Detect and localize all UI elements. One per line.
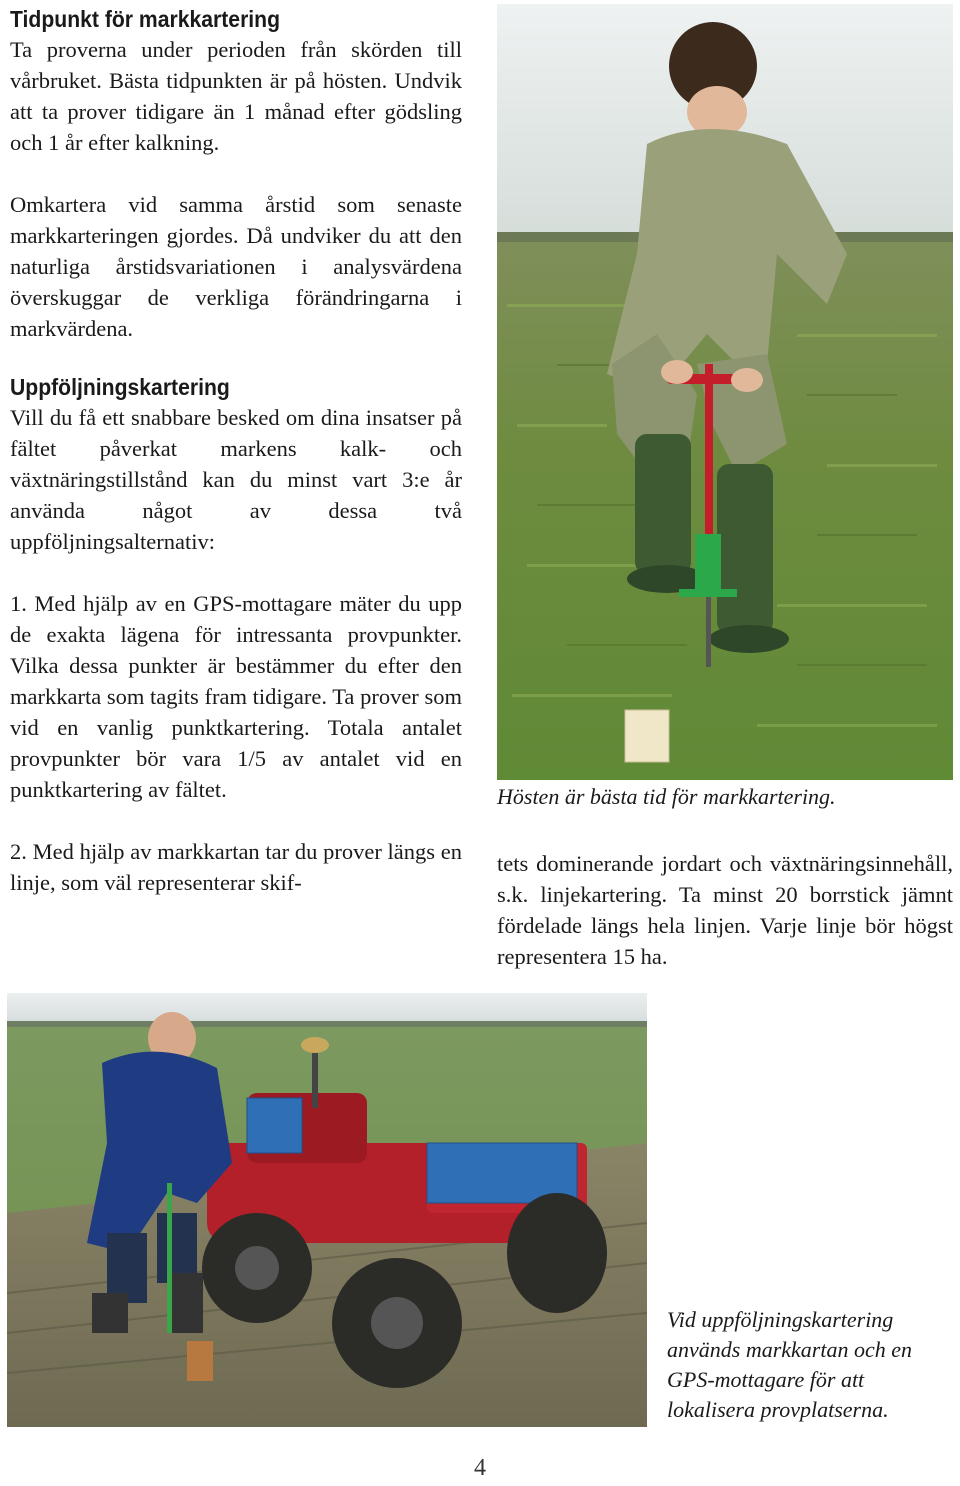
section-heading-followup: Uppföljningskartering [10, 374, 230, 400]
right-text-continuation [497, 848, 953, 972]
page-number: 4 [474, 1455, 486, 1481]
paragraph-timing: Ta proverna under perioden från skörden till vårbruket. Bästa tidpunkten är på hösten. Undvik att ta prover tidigare än 1 månad efter gödsling och 1 år efter kalkning. [10, 37, 462, 155]
paragraph-line-option: 2. Med hjälp av markkartan tar du prover längs en linje, som väl representerar skif- [10, 839, 462, 895]
paragraph-line-mapping: tets dominerande jordart och växtnäringsinnehåll, s.k. linjekartering. Ta minst 20 borrstick jämnt fördelade längs hela linjen. Varje linje bör högst representera 15 ha. [497, 851, 953, 969]
caption-gps-text: Vid uppföljningskartering används markkartan och en GPS-mottagare för att lokalisera provplatserna. [667, 1307, 913, 1422]
photo-atv-gps [7, 993, 647, 1427]
paragraph-followup-intro: Vill du få ett snabbare besked om dina insatser på fältet påverkat markens kalk- och växtnäringstillstånd kan du minst vart 3:e år använda något av dessa två uppföljningsalternativ: [10, 405, 462, 554]
section-heading-timing: Tidpunkt för markkartering [10, 6, 281, 32]
paragraph-gps-option: 1. Med hjälp av en GPS-mottagare mäter du upp de exakta lägena för intressanta provpunkter. Vilka dessa punkter är bestämmer du efter den markkarta som tagits fram tidigare. Ta prover som vid en vanlig punktkartering. Totala antalet provpunkter bör vara 1/5 av antalet vid en punktkartering av fältet. [10, 591, 462, 802]
caption-autumn-text: Hösten är bästa tid för markkartering. [497, 784, 836, 809]
caption-autumn [497, 782, 953, 812]
left-text-column [10, 4, 462, 898]
caption-gps [667, 1305, 957, 1425]
paragraph-remapping: Omkartera vid samma årstid som senaste markkarteringen gjordes. Då undviker du att den naturliga årstidsvariationen i analysvärdena överskuggar de verkliga förändringarna i markvärdena. [10, 192, 462, 341]
photo-soil-sampling [497, 4, 953, 780]
